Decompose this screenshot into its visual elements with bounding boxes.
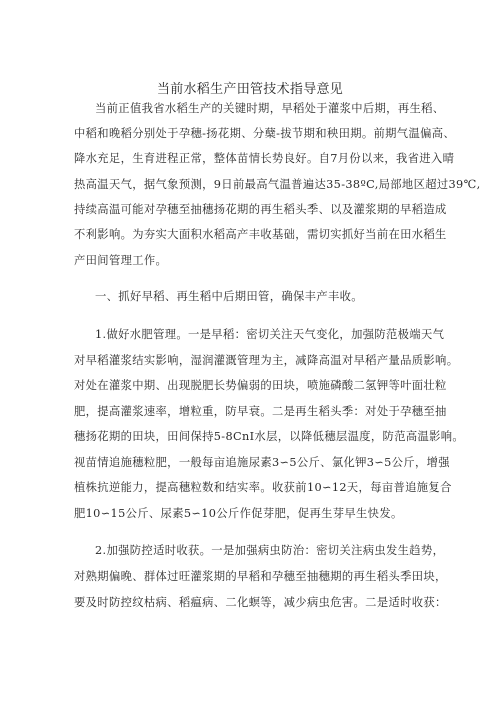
paragraph-line: 穗扬花期的田块，田间保持5-8CnI水层，以降低穗层温度，防范高温影响。 (74, 430, 465, 443)
paragraph-line: 肥，提高灌浆速率，增粒重，防早衰。二是再生稻头季：对处于孕穗至抽 (74, 405, 447, 418)
paragraph-line: 产田间管理工作。 (74, 254, 168, 267)
paragraph-line: 1.做好水肥管理。一是早稻：密切关注天气变化，加强防范极端天气 (95, 328, 445, 341)
paragraph-line: 当前正值我省水稻生产的关键时期，早稻处于灌浆中后期，再生稻、 (95, 102, 445, 115)
paragraph-line: 肥10∽15公斤、尿素5∽10公斤作促芽肥，促再生芽早生快发。 (74, 507, 403, 520)
paragraph-line: 视苗情追施穗粒肥，一般每亩追施尿素3∽5公斤、氯化钾3∽5公斤，增强 (74, 456, 450, 469)
paragraph-line: 对熟期偏晚、群体过旺灌浆期的早稻和孕穗至抽穗期的再生稻头季田块， (74, 570, 447, 583)
document-title: 当前水稻生产田管技术指导意见 (156, 82, 344, 97)
paragraph-line: 2.加强防控适时收获。一是加强病虫防治：密切关注病虫发生趋势， (95, 544, 445, 557)
paragraph-line: 不利影响。为夯实大面积水稻高产丰收基础，需切实抓好当前在田水稻生 (74, 228, 447, 241)
paragraph-line: 植株抗逆能力，提高穗粒数和结实率。收获前10∽12天，每亩普追施复合 (74, 481, 452, 494)
section-heading: 一、抓好早稻、再生稻中后期田管，确保丰产丰收。 (95, 290, 363, 303)
paragraph-line: 持续高温可能对孕穗至抽穗扬花期的再生稻头季、以及灌浆期的早稻造成 (74, 203, 447, 216)
paragraph-line: 中稻和晚稻分别处于孕穗-扬花期、分蘖-拔节期和秧田期。前期气温偏高、 (74, 127, 456, 140)
paragraph-line: 降水充足，生育进程正常，整体苗情长势良好。自7月份以来，我省进入晴 (74, 152, 455, 165)
paragraph-line: 要及时防控纹枯病、稻瘟病、二化螟等，减少病虫危害。二是适时收获： (74, 596, 447, 609)
paragraph-line: 热高温天气，据气象预测，9日前最高气温普遍达35-38ºC,局部地区超过39℃, (74, 178, 481, 191)
paragraph-line: 对处在灌浆中期、出现脱肥长势偏弱的田块，喷施磷酸二氢钾等叶面壮粒 (74, 379, 447, 392)
paragraph-line: 对早稻灌浆结实影响，湿润灌溉管理为主，减降高温对早稻产量品质影响。 (74, 354, 459, 367)
